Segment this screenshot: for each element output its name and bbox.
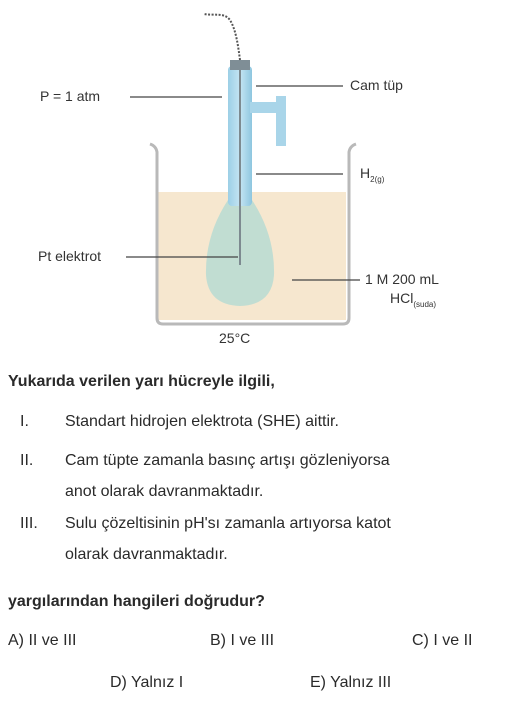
gas-label: $H_{2(g)}$ [360, 165, 385, 184]
option-c[interactable]: C) I ve II [412, 632, 473, 649]
option-b[interactable]: B) I ve III [210, 632, 275, 649]
pressure-label: P = 1 atm [40, 88, 101, 104]
statement-text: anot olarak davranmaktadır. [65, 483, 264, 500]
solution-concentration-label: 1 M 200 mL [365, 271, 439, 287]
statement-number: II. [20, 452, 34, 469]
wire [204, 14, 240, 60]
statement-text: Standart hidrojen elektrota (SHE) aittir. [65, 413, 339, 430]
statement-text: Cam tüpte zamanla basınç artışı gözleniyorsa [65, 452, 390, 469]
temperature-label: 25°C [219, 330, 251, 346]
option-d[interactable]: D) Yalnız I [110, 674, 184, 691]
electrode-label: Pt elektrot [38, 248, 102, 264]
statement-text: Sulu çözeltisinin pH'sı zamanla artıyorsa katot [65, 515, 391, 532]
statement-number: III. [20, 515, 38, 532]
option-e[interactable]: E) Yalnız III [310, 674, 392, 691]
statement-text: olarak davranmaktadır. [65, 546, 228, 563]
question-prompt: yargılarından hangileri doğrudur? [8, 593, 265, 610]
option-a[interactable]: A) II ve III [8, 632, 77, 649]
glass-tube-label: Cam tüp [350, 77, 403, 93]
statement-number: I. [20, 413, 29, 430]
tube-cap [230, 60, 250, 70]
question-stem: Yukarıda verilen yarı hücreyle ilgili, [8, 373, 275, 390]
solution-label: HCl$_{(suda)}$ [390, 290, 437, 309]
